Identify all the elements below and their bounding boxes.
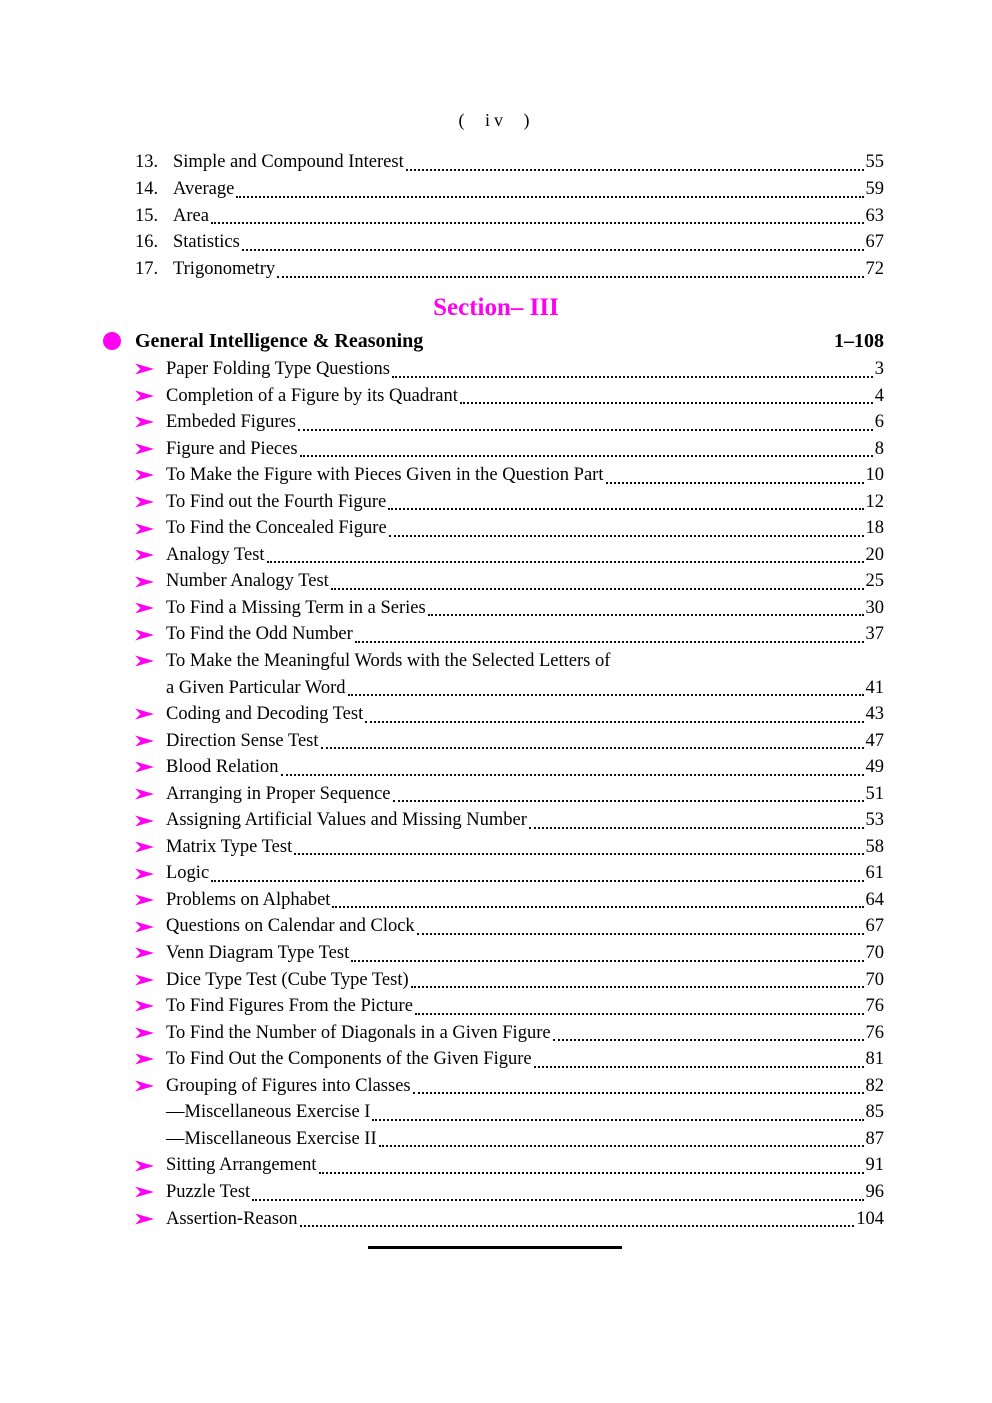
topic-row-title: Questions on Calendar and Clock (166, 916, 415, 937)
topic-row-title: Arranging in Proper Sequence (166, 783, 391, 804)
chapter-row-page: 72 (865, 259, 884, 280)
arrow-bullet-icon (135, 462, 166, 489)
arrow-bullet-icon (135, 1046, 166, 1073)
topic-row (135, 409, 884, 436)
topic-row-page: 12 (865, 491, 884, 512)
sub-topic-row (135, 1126, 884, 1153)
topic-row-page: 10 (865, 465, 884, 486)
topic-row-title: Direction Sense Test (166, 730, 319, 751)
topic-row (135, 542, 884, 569)
dot-leader (606, 482, 864, 484)
bottom-divider (368, 1246, 622, 1249)
sub-topic-row-page: 85 (865, 1102, 884, 1123)
topic-row-title: Sitting Arrangement (166, 1155, 317, 1176)
topic-row (135, 489, 884, 516)
topic-row (135, 568, 884, 595)
sub-topic-row-page: 87 (865, 1128, 884, 1149)
arrow-bullet-icon (135, 967, 166, 994)
arrow-bullet-icon (135, 834, 166, 861)
chapter-row-title: Simple and Compound Interest (173, 152, 404, 172)
topic-row (135, 621, 884, 648)
dot-leader (393, 800, 864, 802)
sub-topic-row-title: —Miscellaneous Exercise I (166, 1102, 371, 1123)
chapter-number: 15. (135, 205, 159, 226)
topic-row-page: 104 (856, 1208, 884, 1229)
topic-row-title: Venn Diagram Type Test (166, 943, 350, 964)
topic-row (135, 1020, 884, 1047)
topic-row-page: 64 (865, 889, 884, 910)
topic-row-title: Number Analogy Test (166, 571, 329, 592)
topic-row-page: 70 (865, 943, 884, 964)
chapter-number: 17. (135, 259, 159, 280)
topic-row (135, 675, 884, 702)
topic-row (135, 940, 884, 967)
topic-row (135, 967, 884, 994)
bullet-spacer (135, 675, 166, 702)
dot-leader (389, 535, 864, 537)
dot-leader (331, 588, 864, 590)
topic-row-title: Matrix Type Test (166, 836, 293, 857)
chapter-row-title: Trigonometry (173, 259, 276, 280)
topic-row-title: Coding and Decoding Test (166, 704, 364, 725)
topic-row-title: Blood Relation (166, 757, 279, 778)
topic-row-page: 76 (865, 1022, 884, 1043)
bullet-spacer (135, 1126, 166, 1153)
topic-row (135, 993, 884, 1020)
topic-row (135, 1073, 884, 1100)
topic-row-title: Assigning Artificial Values and Missing Number (166, 810, 527, 831)
dot-leader (365, 721, 863, 723)
arrow-bullet-icon (135, 383, 166, 410)
topic-row-title: Problems on Alphabet (166, 889, 331, 910)
arrow-bullet-icon (135, 993, 166, 1020)
dot-leader (392, 376, 873, 378)
topic-row (135, 648, 884, 675)
topics-toc-list (135, 356, 884, 1232)
arrow-bullet-icon (135, 807, 166, 834)
sub-topic-row (135, 1099, 884, 1126)
dot-leader (348, 694, 864, 696)
topic-row-title: Analogy Test (166, 544, 265, 565)
dot-leader (281, 774, 864, 776)
dot-leader (460, 402, 873, 404)
arrow-bullet-icon (135, 621, 166, 648)
page-number-label: ( iv ) (458, 110, 534, 130)
topic-row-title: To Find the Number of Diagonals in a Given Figure (166, 1022, 551, 1043)
arrow-bullet-icon (135, 595, 166, 622)
topic-row-page: 67 (865, 916, 884, 937)
chapter-number: 13. (135, 152, 159, 172)
section-page-range: 1–108 (834, 329, 884, 352)
chapter-row (135, 176, 884, 203)
topic-row (135, 1179, 884, 1206)
dot-leader (534, 1066, 864, 1068)
topic-row-page: 25 (865, 571, 884, 592)
topic-row (135, 781, 884, 808)
chapter-row-title: Area (173, 205, 209, 226)
topic-row-page: 51 (865, 783, 884, 804)
topic-row-title: Assertion-Reason (166, 1208, 298, 1229)
topic-row-page: 49 (865, 757, 884, 778)
chapter-row-page: 55 (865, 152, 884, 172)
chapter-row-title: Average (173, 178, 235, 199)
topic-row-page: 53 (865, 810, 884, 831)
topic-row-title: To Find Figures From the Picture (166, 996, 413, 1017)
dot-leader (252, 1199, 863, 1201)
topic-row-title: Figure and Pieces (166, 438, 298, 459)
dot-leader (332, 906, 863, 908)
topic-row (135, 913, 884, 940)
topic-row-title: To Find a Missing Term in a Series (166, 597, 426, 618)
section-title: Section– III (433, 294, 559, 321)
topic-row-page: 81 (865, 1049, 884, 1070)
chapter-number: 14. (135, 178, 159, 199)
dot-leader (428, 614, 864, 616)
dot-leader (406, 169, 864, 171)
topic-row-page: 58 (865, 836, 884, 857)
arrow-bullet-icon (135, 1152, 166, 1179)
dot-leader (553, 1039, 864, 1041)
arrow-bullet-icon (135, 1206, 166, 1233)
dot-leader (242, 249, 864, 251)
section-heading-label: General Intelligence & Reasoning (135, 329, 424, 352)
topic-row (135, 887, 884, 914)
arrow-bullet-icon (135, 356, 166, 383)
arrow-bullet-icon (135, 489, 166, 516)
topic-row (135, 860, 884, 887)
topic-row-page: 96 (865, 1181, 884, 1202)
topic-row (135, 436, 884, 463)
topic-row-page: 76 (865, 996, 884, 1017)
dot-leader (379, 1145, 864, 1147)
arrow-bullet-icon (135, 701, 166, 728)
arrow-bullet-icon (135, 913, 166, 940)
topic-row-page: 43 (865, 704, 884, 725)
arrow-bullet-icon (135, 1020, 166, 1047)
topic-row-title: To Find the Concealed Figure (166, 518, 387, 539)
dot-leader (388, 508, 863, 510)
dot-leader (319, 1172, 864, 1174)
topic-row-title: Grouping of Figures into Classes (166, 1075, 411, 1096)
bullet-spacer (135, 1099, 166, 1126)
arrow-bullet-icon (135, 1179, 166, 1206)
topic-row (135, 834, 884, 861)
dot-leader (321, 747, 864, 749)
chapter-row (135, 229, 884, 256)
topic-row-title: To Find Out the Components of the Given Figure (166, 1049, 532, 1070)
topic-row (135, 701, 884, 728)
arrow-bullet-icon (135, 568, 166, 595)
dot-leader (411, 986, 864, 988)
topic-row-page: 70 (865, 969, 884, 990)
topic-row (135, 595, 884, 622)
arrow-bullet-icon (135, 409, 166, 436)
dot-leader (351, 960, 863, 962)
topic-row-title: Completion of a Figure by its Quadrant (166, 385, 458, 406)
topic-row-title: Embeded Figures (166, 412, 296, 433)
topic-row (135, 356, 884, 383)
topic-row-page: 30 (865, 597, 884, 618)
topic-row-title: a Given Particular Word (166, 677, 346, 698)
dot-leader (529, 827, 864, 829)
topic-row (135, 728, 884, 755)
arrow-bullet-icon (135, 887, 166, 914)
chapter-row-page: 67 (865, 232, 884, 253)
dot-leader (355, 641, 864, 643)
chapter-number: 16. (135, 232, 159, 253)
chapter-row (135, 203, 884, 230)
arrow-bullet-icon (135, 542, 166, 569)
arrow-bullet-icon (135, 781, 166, 808)
arrow-bullet-icon (135, 648, 166, 675)
dot-leader (211, 880, 863, 882)
arrow-bullet-icon (135, 1073, 166, 1100)
arrow-bullet-icon (135, 940, 166, 967)
dot-leader (300, 455, 873, 457)
topic-row-page: 37 (865, 624, 884, 645)
topic-row-page: 3 (874, 359, 884, 379)
dot-leader (294, 853, 863, 855)
topic-row-page: 18 (865, 518, 884, 539)
topic-row-page: 4 (874, 385, 884, 406)
chapter-row-title: Statistics (173, 232, 240, 253)
topic-row (135, 1206, 884, 1233)
topic-row-title: Paper Folding Type Questions (166, 359, 390, 379)
dot-leader (298, 429, 873, 431)
topic-row-title: To Find the Odd Number (166, 624, 353, 645)
arrow-bullet-icon (135, 436, 166, 463)
dot-leader (236, 196, 863, 198)
dot-leader (211, 222, 864, 224)
chapter-row-page: 63 (865, 205, 884, 226)
bullet-circle-icon (103, 332, 121, 350)
arrow-bullet-icon (135, 754, 166, 781)
arrow-bullet-icon (135, 728, 166, 755)
topic-row-title: To Make the Figure with Pieces Given in the Question Part (166, 465, 604, 486)
chapter-row-page: 59 (865, 178, 884, 199)
chapter-row (135, 256, 884, 283)
dot-leader (277, 276, 863, 278)
topic-row-page: 47 (865, 730, 884, 751)
topic-row (135, 754, 884, 781)
dot-leader (413, 1092, 864, 1094)
topic-row-page: 8 (874, 438, 884, 459)
topic-row-title: Dice Type Test (Cube Type Test) (166, 969, 409, 990)
topic-row (135, 1046, 884, 1073)
topic-row-title: To Make the Meaningful Words with the Selected Letters of (166, 651, 611, 672)
topic-row-title: Puzzle Test (166, 1181, 251, 1202)
topic-row (135, 462, 884, 489)
topic-row (135, 1152, 884, 1179)
dot-leader (372, 1119, 863, 1121)
topic-row (135, 807, 884, 834)
numbered-toc-list (135, 149, 884, 283)
topic-row-page: 41 (865, 677, 884, 698)
dot-leader (417, 933, 864, 935)
topic-row-page: 91 (865, 1155, 884, 1176)
topic-row-page: 6 (874, 412, 884, 433)
topic-row-page: 20 (865, 544, 884, 565)
arrow-bullet-icon (135, 860, 166, 887)
topic-row-title: To Find out the Fourth Figure (166, 491, 387, 512)
chapter-row (135, 149, 884, 176)
dot-leader (300, 1225, 855, 1227)
topic-row (135, 383, 884, 410)
topic-row (135, 515, 884, 542)
topic-row-title: Logic (166, 863, 210, 884)
dot-leader (415, 1013, 864, 1015)
sub-topic-row-title: —Miscellaneous Exercise II (166, 1128, 377, 1149)
topic-row-page: 61 (865, 863, 884, 884)
arrow-bullet-icon (135, 515, 166, 542)
section-heading (103, 329, 884, 353)
topic-row-page: 82 (865, 1075, 884, 1096)
dot-leader (267, 561, 864, 563)
